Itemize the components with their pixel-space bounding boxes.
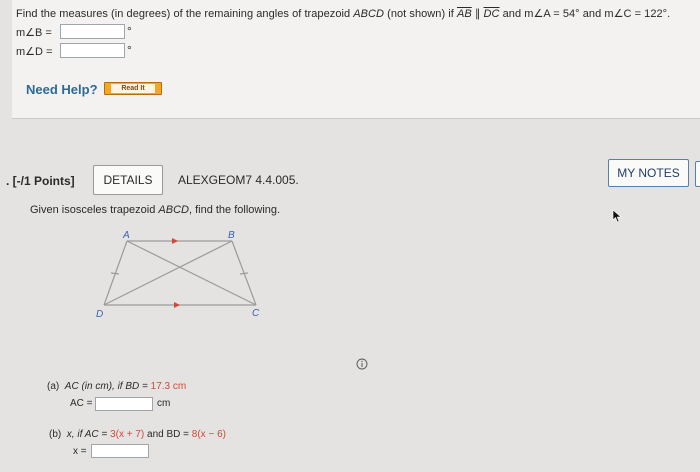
ac-answer-input[interactable] bbox=[95, 397, 153, 411]
bd-expression: 8(x − 6) bbox=[191, 429, 226, 440]
segment-dc: $\overline{DC}$ bbox=[483, 8, 500, 20]
part-a-prompt: (a) AC (in cm), if BD = 17.3 cm bbox=[47, 381, 187, 392]
angle-d-input[interactable] bbox=[60, 43, 125, 58]
parallel-symbol: ∥ bbox=[471, 8, 484, 20]
read-it-label: Read It bbox=[111, 84, 154, 93]
adjacent-button-edge[interactable] bbox=[695, 161, 700, 187]
part-b-prompt: (b) x, if AC = 3(x + 7) and BD = 8(x − 6) bbox=[49, 429, 226, 440]
vertex-b-label: B bbox=[228, 230, 235, 241]
given-statement: Given isosceles trapezoid ABCD, find the following. bbox=[30, 204, 281, 216]
parallel-arrow bbox=[174, 302, 180, 308]
mouse-cursor-icon bbox=[612, 209, 624, 223]
tick-mark bbox=[240, 273, 248, 274]
bd-value: 17.3 cm bbox=[150, 381, 187, 392]
part-a-label: (a) bbox=[47, 381, 60, 392]
ac-expression: 3(x + 7) bbox=[110, 429, 145, 440]
cm-unit-label: cm bbox=[157, 398, 171, 409]
tick-mark bbox=[111, 273, 119, 274]
vertex-d-label: D bbox=[96, 309, 104, 320]
info-icon[interactable] bbox=[356, 358, 368, 370]
segment-ab: $\overline{AB}$ bbox=[456, 8, 472, 20]
parallel-arrow bbox=[172, 238, 178, 244]
x-answer-label: x = bbox=[73, 446, 87, 457]
ac-answer-label: AC = bbox=[70, 398, 93, 409]
my-notes-button[interactable]: MY NOTES bbox=[608, 159, 689, 187]
x-answer-input[interactable] bbox=[91, 444, 149, 458]
question-prompt: Find the measures (in degrees) of the remaining angles of trapezoid ABCD (not shown) if $\overline{AB}$ ∥ $\overline{DC}$ and m∠A = 54° and m∠C = 122°. bbox=[16, 8, 671, 20]
read-it-button[interactable] bbox=[104, 82, 162, 95]
points-label: . [-/1 Points] bbox=[6, 174, 75, 188]
vertex-a-label: A bbox=[123, 230, 130, 241]
angle-b-label: m∠B = bbox=[16, 27, 52, 39]
degree-symbol: ° bbox=[127, 43, 132, 57]
angle-b-input[interactable] bbox=[60, 24, 125, 39]
angle-d-label: m∠D = bbox=[16, 46, 53, 58]
degree-symbol: ° bbox=[127, 24, 132, 38]
question-code: ALEXGEOM7 4.4.005. bbox=[178, 173, 299, 187]
need-help-label: Need Help? bbox=[26, 82, 98, 97]
vertex-c-label: C bbox=[252, 308, 260, 319]
diagonal-ac bbox=[127, 241, 256, 305]
part-b-label: (b) bbox=[49, 429, 62, 440]
trapezoid-diagram bbox=[94, 226, 274, 321]
details-button[interactable]: DETAILS bbox=[93, 165, 163, 195]
